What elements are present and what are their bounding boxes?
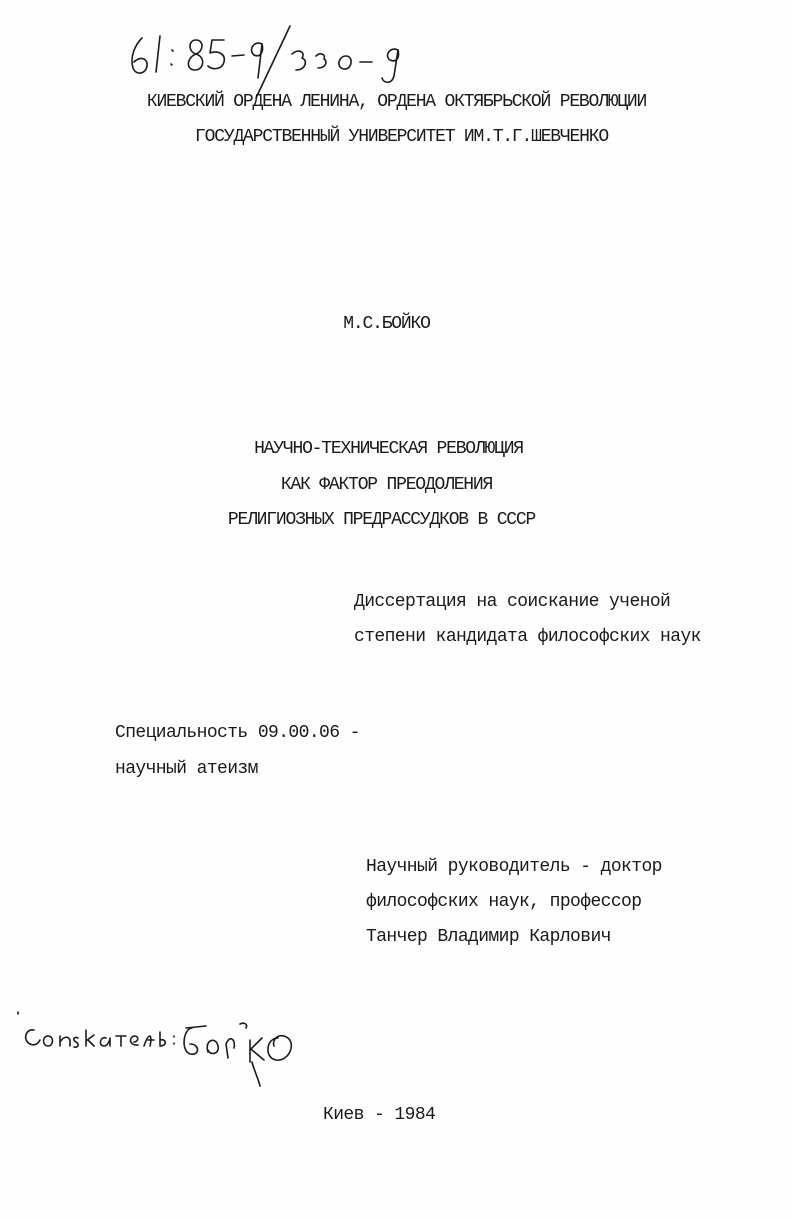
title-line-3: РЕЛИГИОЗНЫХ ПРЕДРАССУДКОВ В СССР [227,510,536,530]
institution-line-2: ГОСУДАРСТВЕННЫЙ УНИВЕРСИТЕТ ИМ.Т.Г.ШЕВЧЕНКО [195,127,608,147]
place-year: Киев - 1984 [323,1105,436,1125]
institution-line-1: КИЕВСКИЙ ОРДЕНА ЛЕНИНА, ОРДЕНА ОКТЯБРЬСКОЙ РЕВОЛЮЦИИ [146,92,647,112]
supervisor-line-1: Научный руководитель - доктор [366,857,662,877]
degree-line-2: степени кандидата философских наук [354,627,701,647]
specialty-line-1: Специальность 09.00.06 - [115,723,360,743]
specialty-line-2: научный атеизм [115,759,258,779]
handwritten-archive-mark [120,20,430,100]
title-line-1: НАУЧНО-ТЕХНИЧЕСКАЯ РЕВОЛЮЦИЯ [254,439,523,459]
supervisor-line-3: Танчер Владимир Карлович [366,927,611,947]
author-name: М.С.БОЙКО [343,314,430,334]
supervisor-line-2: философских наук, профессор [366,892,642,912]
title-line-2: КАК ФАКТОР ПРЕОДОЛЕНИЯ [280,475,493,495]
degree-line-1: Диссертация на соискание ученой [354,592,671,612]
handwritten-applicant-signature [14,1000,314,1095]
